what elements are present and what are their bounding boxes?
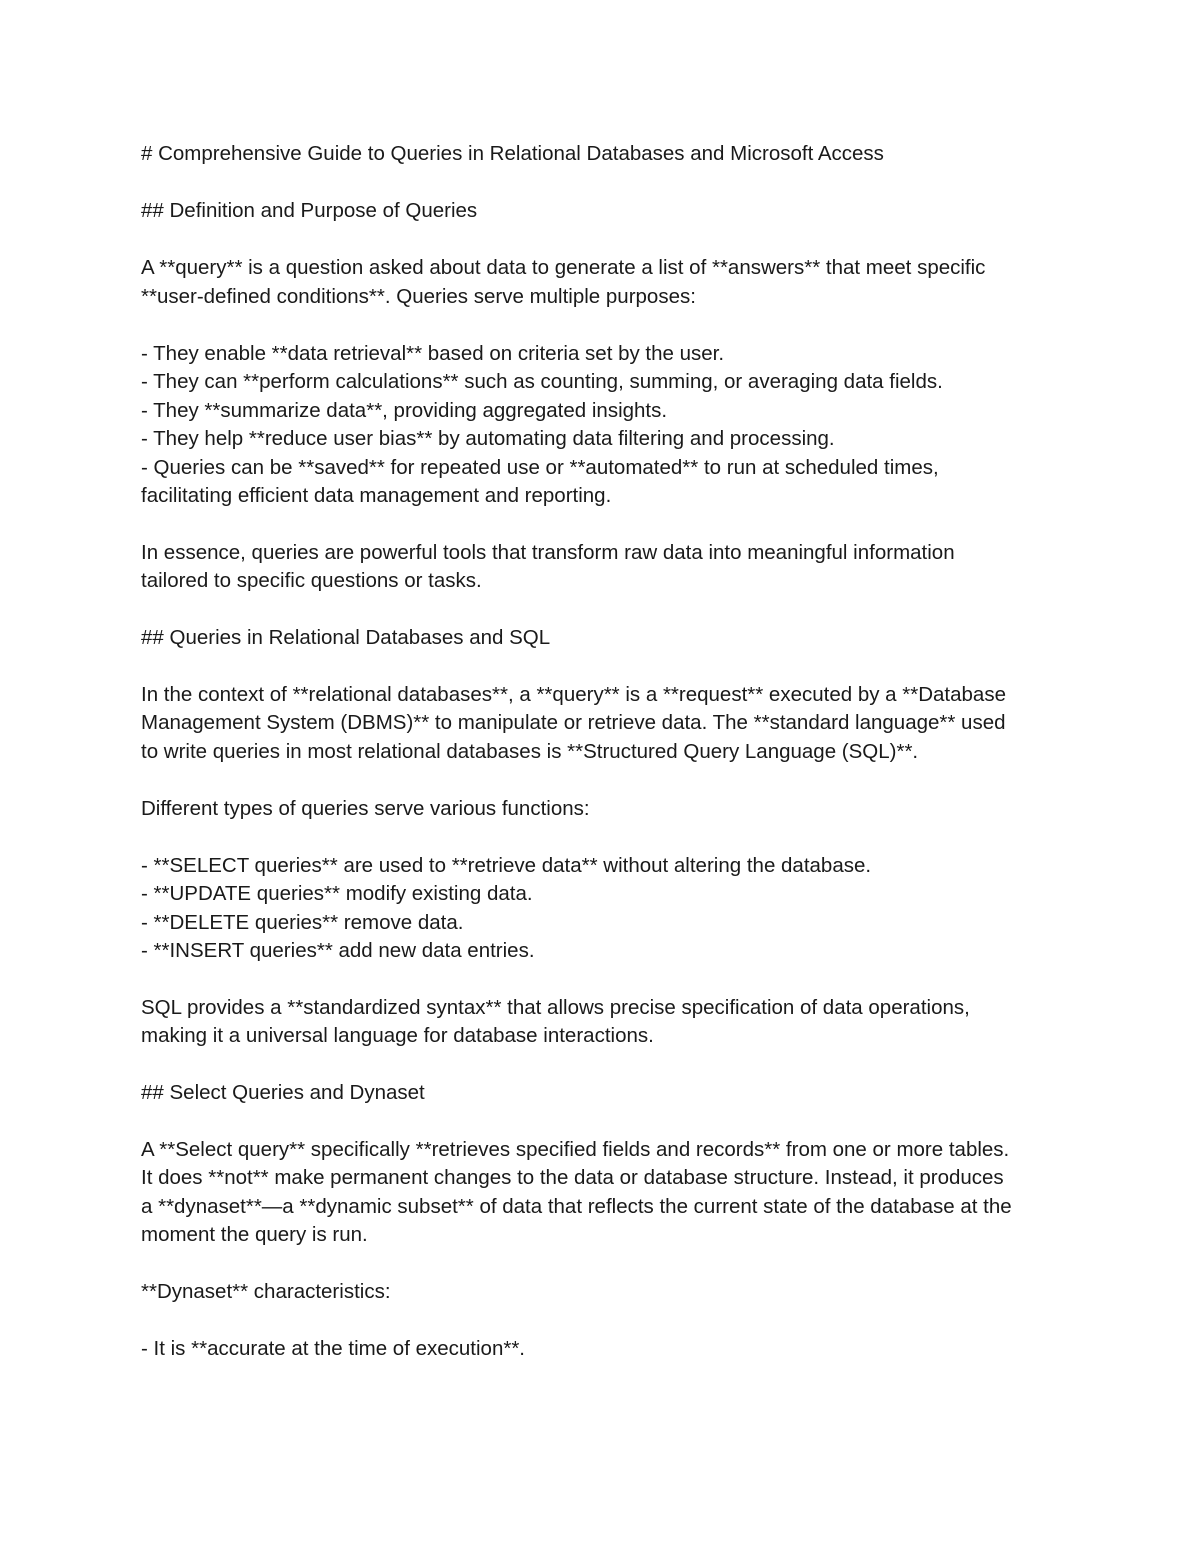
- section-heading: ## Queries in Relational Databases and SQL: [141, 626, 551, 649]
- paragraph-line: In the context of **relational databases**, a **query** is a **request** executed by a **Database: [141, 683, 1006, 706]
- paragraph-line: A **Select query** specifically **retrieves specified fields and records** from one or more tables.: [141, 1138, 1010, 1161]
- list-item: - They **summarize data**, providing aggregated insights.: [141, 399, 668, 422]
- list-item: - They enable **data retrieval** based on criteria set by the user.: [141, 342, 725, 365]
- paragraph-line: Management System (DBMS)** to manipulate or retrieve data. The **standard language** used: [141, 711, 1006, 734]
- paragraph-line: **user-defined conditions**. Queries serve multiple purposes:: [141, 285, 696, 308]
- paragraph-line: making it a universal language for database interactions.: [141, 1024, 654, 1047]
- section-heading: ## Select Queries and Dynaset: [141, 1081, 425, 1104]
- paragraph-line: Different types of queries serve various functions:: [141, 797, 590, 820]
- list-item: - They help **reduce user bias** by automating data filtering and processing.: [141, 427, 835, 450]
- paragraph-line: moment the query is run.: [141, 1223, 368, 1246]
- paragraph-line: **Dynaset** characteristics:: [141, 1280, 391, 1303]
- list-item: - Queries can be **saved** for repeated use or **automated** to run at scheduled times,: [141, 456, 939, 479]
- paragraph-line: It does **not** make permanent changes to the data or database structure. Instead, it produces: [141, 1166, 1004, 1189]
- document-title: # Comprehensive Guide to Queries in Relational Databases and Microsoft Access: [141, 142, 884, 165]
- paragraph-line: A **query** is a question asked about data to generate a list of **answers** that meet specific: [141, 256, 986, 279]
- list-item: - **UPDATE queries** modify existing data.: [141, 882, 533, 905]
- list-item: - **INSERT queries** add new data entries.: [141, 939, 535, 962]
- list-item: - They can **perform calculations** such as counting, summing, or averaging data fields.: [141, 370, 943, 393]
- paragraph-line: SQL provides a **standardized syntax** that allows precise specification of data operations,: [141, 996, 970, 1019]
- paragraph-line: to write queries in most relational databases is **Structured Query Language (SQL)**.: [141, 740, 919, 763]
- list-item: - **SELECT queries** are used to **retrieve data** without altering the database.: [141, 854, 872, 877]
- section-heading: ## Definition and Purpose of Queries: [141, 199, 478, 222]
- list-item: - It is **accurate at the time of execution**.: [141, 1337, 525, 1360]
- list-item-continuation: facilitating efficient data management and reporting.: [141, 484, 612, 507]
- paragraph-line: a **dynaset**—a **dynamic subset** of data that reflects the current state of the database at the: [141, 1195, 1012, 1218]
- paragraph-line: In essence, queries are powerful tools that transform raw data into meaningful information: [141, 541, 955, 564]
- list-item: - **DELETE queries** remove data.: [141, 911, 464, 934]
- paragraph-line: tailored to specific questions or tasks.: [141, 569, 482, 592]
